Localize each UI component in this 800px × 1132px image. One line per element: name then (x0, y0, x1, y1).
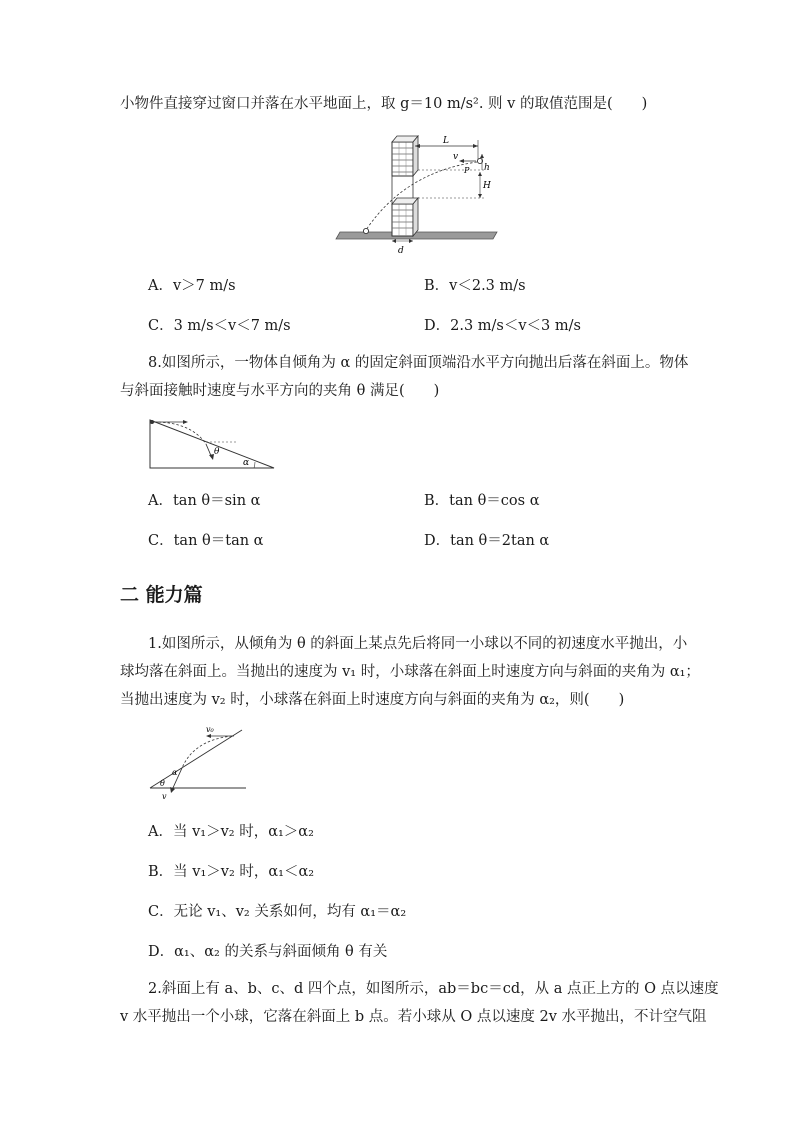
label-v0: v₀ (206, 725, 214, 734)
p1-option-b: B．当 v₁＞v₂ 时，α₁＜α₂ (148, 864, 315, 880)
p1-stem-line-3: 当抛出速度为 v₂ 时，小球落在斜面上时速度方向与斜面的夹角为 α₂，则( ) (120, 692, 625, 708)
p2-stem-line-2: v 水平抛出一个小球，它落在斜面上 b 点。若小球从 O 点以速度 2v 水平抛出，不计空气阻 (120, 1009, 707, 1025)
q7-option-a: A．v＞7 m/s (148, 278, 236, 294)
label-alpha: α (172, 768, 178, 777)
p1-option-d: D．α₁、α₂ 的关系与斜面倾角 θ 有关 (148, 944, 388, 960)
q8-stem-line-1: 8.如图所示，一物体自倾角为 α 的固定斜面顶端沿水平方向抛出后落在斜面上。物体 (148, 355, 689, 371)
section-heading: 二 能力篇 (120, 584, 203, 606)
p1-stem-line-2: 球均落在斜面上。当抛出的速度为 v₁ 时，小球落在斜面上时速度方向与斜面的夹角为 α₁； (120, 664, 700, 680)
label-v: v (162, 792, 167, 801)
label-theta: θ (160, 779, 165, 788)
ball-landing (363, 228, 368, 233)
label-H: H (483, 181, 491, 191)
label-d: d (398, 246, 404, 256)
label-L: L (443, 136, 449, 146)
label-h: h (484, 163, 490, 173)
q8-option-d: D．tan θ＝2tan α (424, 533, 550, 549)
q8-option-c: C．tan θ＝tan α (148, 533, 264, 549)
ground-plane (336, 232, 497, 239)
q8-incline-figure (146, 416, 278, 474)
incline-triangle (150, 420, 274, 468)
upper-wall-block (392, 136, 418, 176)
lower-wall-block (392, 198, 418, 236)
q8-option-a: A．tan θ＝sin α (148, 493, 261, 509)
q7-option-d: D．2.3 m/s＜v＜3 m/s (424, 318, 581, 334)
label-P: P (464, 166, 470, 175)
p2-stem-line-1: 2.斜面上有 a、b、c、d 四个点，如图所示，ab＝bc＝cd，从 a 点正上方的 O 点以速度 (148, 981, 719, 997)
p1-option-c: C．无论 v₁、v₂ 关系如何，均有 α₁＝α₂ (148, 904, 407, 920)
q7-option-b: B．v＜2.3 m/s (424, 278, 526, 294)
q8-option-b: B．tan θ＝cos α (424, 493, 540, 509)
p1-incline-figure (146, 722, 248, 802)
q7-window-figure (335, 132, 505, 260)
p1-stem-line-1: 1.如图所示，从倾角为 θ 的斜面上某点先后将同一小球以不同的初速度水平抛出，小 (148, 636, 688, 652)
label-alpha: α (243, 458, 250, 468)
q8-stem-line-2: 与斜面接触时速度与水平方向的夹角 θ 满足( ) (120, 383, 440, 399)
label-theta: θ (214, 447, 220, 457)
q7-stem-line-1: 小物件直接穿过窗口并落在水平地面上，取 g＝10 m/s². 则 v 的取值范围是( ) (120, 96, 648, 112)
p1-option-a: A．当 v₁＞v₂ 时，α₁＞α₂ (148, 824, 314, 840)
q7-option-c: C．3 m/s＜v＜7 m/s (148, 318, 291, 334)
label-v: v (453, 152, 459, 162)
